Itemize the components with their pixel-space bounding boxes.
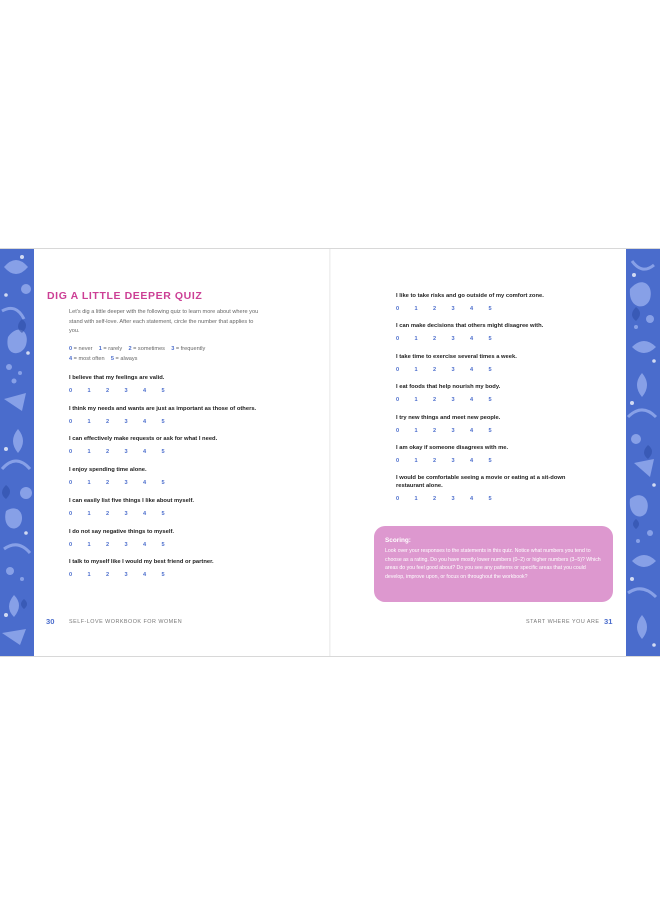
rating-option[interactable]: 2 [433, 397, 437, 404]
legend-meaning: = sometimes [131, 346, 165, 352]
rating-option[interactable]: 3 [451, 427, 455, 434]
rating-option[interactable]: 0 [396, 496, 400, 503]
rating-option[interactable]: 5 [161, 510, 165, 517]
quiz-item [69, 497, 319, 517]
quiz-item [69, 558, 319, 579]
rating-option[interactable]: 0 [69, 388, 73, 394]
rating-option[interactable]: 3 [451, 336, 455, 343]
rating-option[interactable]: 5 [161, 449, 165, 456]
rating-option[interactable]: 3 [124, 480, 128, 487]
quiz-item [69, 435, 319, 456]
quiz-statement: I think my needs and wants are just as important as those of others. [69, 405, 257, 412]
quiz-title: DIG A LITTLE DEEPER QUIZ [47, 290, 203, 302]
rating-option[interactable]: 0 [69, 449, 73, 456]
decorative-border-right [626, 249, 660, 656]
quiz-statement: I like to take risks and go outside of my comfort zone. [396, 293, 544, 299]
quiz-item [396, 474, 646, 503]
rating-option[interactable]: 1 [414, 427, 418, 434]
rating-option[interactable]: 5 [488, 397, 492, 404]
rating-option[interactable]: 0 [396, 336, 400, 343]
quiz-statement: I believe that my feelings are valid. [69, 375, 165, 381]
rating-option[interactable]: 5 [488, 496, 492, 503]
legend-meaning: = never [72, 346, 93, 352]
rating-option[interactable]: 0 [69, 572, 73, 579]
quiz-statement: I talk to myself like I would my best friend or partner. [69, 559, 214, 566]
legend-number: 5 [110, 355, 114, 362]
rating-option[interactable]: 2 [106, 541, 110, 548]
rating-option[interactable]: 4 [470, 397, 474, 404]
rating-option[interactable]: 4 [143, 418, 147, 425]
rating-option[interactable]: 1 [414, 496, 418, 503]
rating-option[interactable]: 4 [470, 336, 474, 343]
legend-meaning: = rarely [101, 346, 123, 352]
book-spread [0, 248, 660, 657]
quiz-statement: I can effectively make requests or ask for what I need. [69, 436, 218, 443]
rating-option[interactable]: 1 [87, 418, 91, 425]
rating-option[interactable]: 5 [488, 336, 492, 343]
quiz-item [396, 414, 646, 434]
rating-option[interactable]: 4 [143, 541, 147, 548]
quiz-item [396, 322, 646, 343]
rating-option[interactable]: 1 [87, 572, 91, 579]
scoring-heading: Scoring: [385, 537, 411, 544]
rating-option[interactable]: 4 [470, 427, 474, 434]
rating-option[interactable]: 2 [106, 418, 110, 425]
rating-option[interactable]: 2 [106, 388, 110, 394]
rating-option[interactable]: 4 [470, 458, 474, 464]
rating-option[interactable]: 1 [414, 306, 418, 312]
quiz-statement: I am okay if someone disagrees with me. [396, 445, 509, 451]
rating-option[interactable]: 3 [451, 397, 455, 404]
rating-option[interactable]: 4 [470, 496, 474, 503]
legend-number: 0 [69, 346, 73, 352]
rating-option[interactable]: 2 [106, 449, 110, 456]
rating-option[interactable]: 0 [396, 427, 400, 434]
rating-option[interactable]: 5 [488, 366, 492, 373]
rating-option[interactable]: 1 [414, 458, 418, 464]
quiz-item [396, 292, 646, 312]
rating-option[interactable]: 3 [124, 572, 128, 579]
rating-option[interactable]: 4 [143, 480, 147, 487]
quiz-statement: I eat foods that help nourish my body. [396, 384, 501, 391]
scoring-text: Look over your responses to the statements in this quiz. Notice what numbers you tend to choose as a rating. Do you have mostly lower numbers (0–2) or higher numbers (3–5)? Which areas do you feel good about? Do you see any patterns or specific areas that you could develop, improve upon, or focus on throughout the workbook? [385, 548, 601, 580]
legend-meaning: = most often [72, 355, 105, 362]
rating-option[interactable]: 3 [124, 388, 128, 394]
quiz-item [396, 353, 646, 373]
scoring-box [374, 526, 613, 602]
rating-option[interactable]: 2 [106, 572, 110, 579]
rating-option[interactable]: 5 [161, 480, 165, 487]
rating-option[interactable]: 5 [488, 306, 492, 312]
rating-option[interactable]: 1 [414, 366, 418, 373]
quiz-statement: I can make decisions that others might disagree with. [396, 323, 544, 330]
rating-option[interactable]: 3 [451, 496, 455, 503]
rating-option[interactable]: 5 [161, 572, 165, 579]
rating-option[interactable]: 4 [143, 572, 147, 579]
rating-option[interactable]: 4 [143, 510, 147, 517]
rating-option[interactable]: 2 [433, 306, 437, 312]
rating-option[interactable]: 3 [451, 306, 455, 312]
quiz-item [396, 444, 646, 464]
quiz-statement: I do not say negative things to myself. [69, 528, 175, 535]
rating-option[interactable]: 1 [414, 336, 418, 343]
rating-option[interactable]: 5 [488, 458, 492, 464]
rating-option[interactable]: 3 [124, 449, 128, 456]
quiz-item [69, 405, 319, 425]
quiz-statement: I take time to exercise several times a week. [396, 353, 517, 360]
legend-meaning: = always [113, 355, 138, 362]
quiz-item [69, 528, 319, 548]
quiz-item [396, 383, 646, 404]
quiz-item [69, 374, 319, 394]
legend-number: 2 [128, 346, 132, 352]
rating-option[interactable]: 1 [87, 480, 91, 487]
quiz-statement: I try new things and meet new people. [396, 414, 501, 421]
quiz-statement: I can easily list five things I like about myself. [69, 497, 194, 504]
quiz-item [69, 466, 319, 487]
rating-option[interactable]: 1 [87, 449, 91, 456]
rating-option[interactable]: 5 [161, 418, 165, 425]
page-gutter [329, 249, 331, 656]
quiz-intro: Let's dig a little deeper with the following quiz to learn more about where you stand with self-love. After each statement, circle the number that applies to you. [69, 309, 259, 335]
page-number-right: 31 [604, 617, 613, 626]
legend-line-1 [69, 345, 265, 355]
quiz-statement: I enjoy spending time alone. [69, 467, 147, 474]
rating-option[interactable]: 0 [396, 366, 400, 373]
rating-option[interactable]: 2 [433, 427, 437, 434]
pattern-leaves-icon [626, 249, 660, 656]
rating-option[interactable]: 0 [69, 418, 73, 425]
rating-option[interactable]: 0 [69, 510, 73, 517]
running-head-left: SELF-LOVE WORKBOOK FOR WOMEN [69, 619, 183, 625]
rating-option[interactable]: 0 [396, 458, 400, 464]
legend-number: 3 [171, 346, 175, 352]
legend-line-2 [69, 355, 265, 365]
rating-option[interactable]: 2 [433, 458, 437, 464]
quiz-statement: I would be comfortable seeing a movie or eating at a sit-down restaurant alone. [396, 475, 566, 490]
pattern-leaves-icon [0, 249, 34, 656]
rating-option[interactable]: 1 [87, 541, 91, 548]
rating-option[interactable]: 5 [488, 427, 492, 434]
page-number-left: 30 [46, 617, 55, 626]
legend-number: 4 [69, 355, 73, 362]
rating-option[interactable]: 3 [124, 510, 128, 517]
rating-option[interactable]: 4 [470, 366, 474, 373]
rating-option[interactable]: 1 [87, 510, 91, 517]
rating-option[interactable]: 2 [106, 480, 110, 487]
rating-option[interactable]: 2 [433, 336, 437, 343]
rating-option[interactable]: 0 [396, 306, 400, 312]
running-head-right: START WHERE YOU ARE [526, 619, 600, 625]
rating-option[interactable]: 3 [124, 541, 128, 548]
rating-option[interactable]: 3 [124, 418, 128, 425]
decorative-border-left [0, 249, 34, 656]
legend-number: 1 [98, 346, 102, 352]
legend-meaning: = frequently [174, 346, 206, 352]
rating-option[interactable]: 4 [143, 449, 147, 456]
rating-option[interactable]: 3 [451, 458, 455, 464]
rating-option[interactable]: 4 [143, 388, 147, 394]
rating-option[interactable]: 2 [106, 510, 110, 517]
rating-option[interactable]: 2 [433, 496, 437, 503]
rating-legend [69, 345, 265, 365]
rating-option[interactable]: 4 [470, 306, 474, 312]
rating-option[interactable]: 3 [451, 366, 455, 373]
rating-option[interactable]: 5 [161, 388, 165, 394]
rating-option[interactable]: 2 [433, 366, 437, 373]
rating-option[interactable]: 0 [396, 397, 400, 404]
rating-option[interactable]: 0 [69, 541, 73, 548]
rating-option[interactable]: 5 [161, 541, 165, 548]
rating-option[interactable]: 1 [87, 388, 91, 394]
rating-option[interactable]: 0 [69, 480, 73, 487]
rating-option[interactable]: 1 [414, 397, 418, 404]
